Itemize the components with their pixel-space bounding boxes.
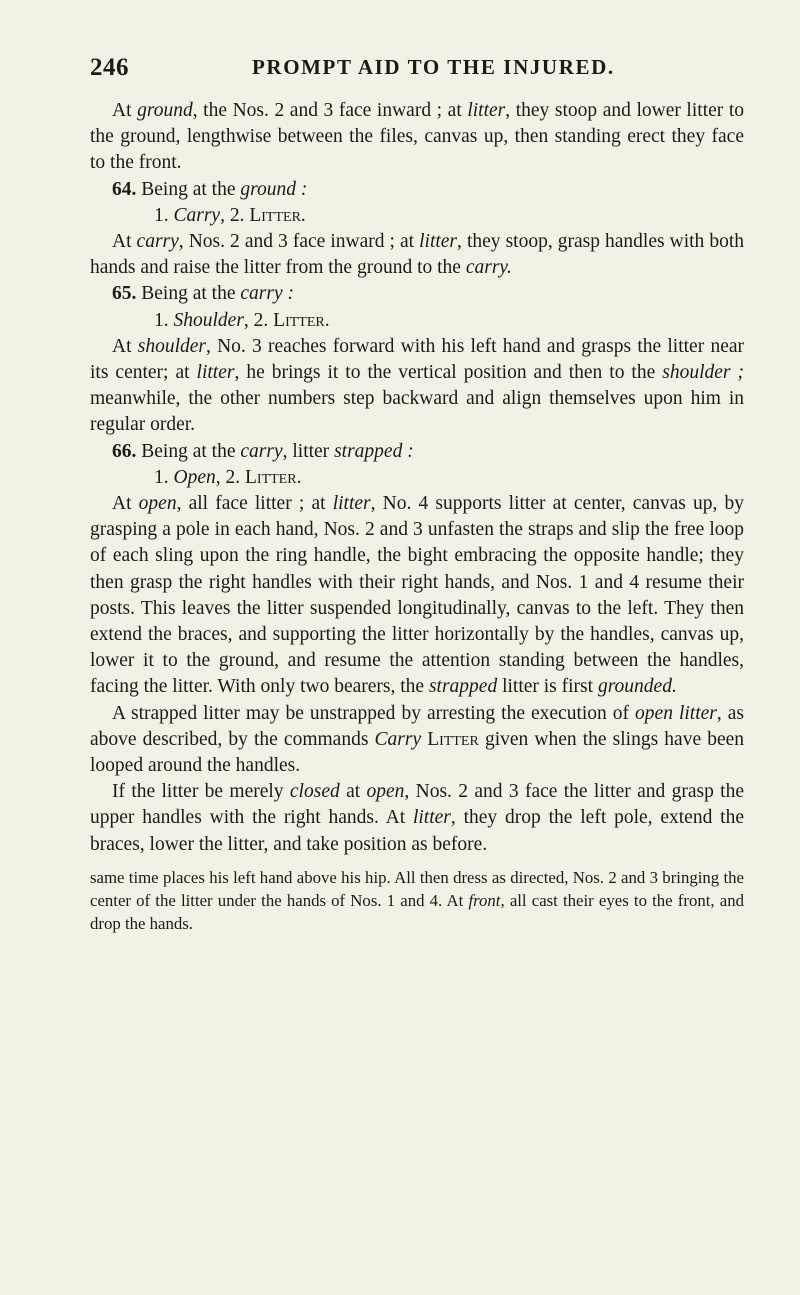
- paragraph-unstrapped: A strapped litter may be unstrapped by arresting the execution of open litter, as above described, by the commands Carry Litter given when the slings have been looped around the handles.: [90, 702, 745, 777]
- command-66: 1. Open, 2. Litter.: [154, 466, 302, 488]
- section-64-heading: 64. Being at the ground :: [112, 178, 308, 200]
- page-number: 246: [90, 54, 129, 81]
- paragraph-64: At carry, Nos. 2 and 3 face inward ; at litter, they stoop, grasp handles with both hands and raise the litter from the ground to the carry.: [90, 231, 745, 279]
- command-64: 1. Carry, 2. Litter.: [154, 204, 306, 226]
- paragraph-small-print: same time places his left hand above his hip. All then dress as directed, Nos. 2 and 3 bringing the center of the litter under the hands of Nos. 1 and 4. At front, all cast their eyes to the front, and drop the hands.: [90, 867, 744, 933]
- paragraph-66: At open, all face litter ; at litter, No. 4 supports litter at center, canvas up, by grasping a pole in each hand, Nos. 2 and 3 unfasten the straps and slip the free loop of each sling upon the ring handle, the bight embracing the opposite handle; they then grasp the right handles with their right hands, and Nos. 1 and 4 resume their posts. This leaves the litter suspended longitudinally, canvas to the left. They then extend the braces, and supporting the litter horizontally by the handles, canvas up, lower it to the ground, and resume the attention standing between the handles, facing the litter. With only two bearers, the strapped litter is first grounded.: [90, 493, 745, 698]
- section-65-heading: 65. Being at the carry :: [112, 283, 294, 305]
- paragraph-ground-litter: At ground, the Nos. 2 and 3 face inward ; at litter, they stoop and lower litter to the ground, lengthwise between the files, canvas up, then standing erect they face to the front.: [90, 100, 745, 174]
- section-66-heading: 66. Being at the carry, litter strapped :: [112, 440, 414, 462]
- paragraph-closed: If the litter be merely closed at open, Nos. 2 and 3 face the litter and grasp the upper handles with the right hands. At litter, they drop the left pole, extend the braces, lower the litter, and take position as before.: [90, 781, 744, 855]
- page-header: [90, 54, 740, 88]
- paragraph-65: At shoulder, No. 3 reaches forward with his left hand and grasps the litter near its center; at litter, he brings it to the vertical position and then to the shoulder ; meanwhile, the other numbers step backward and align themselves upon him in regular order.: [90, 335, 744, 436]
- command-65: 1. Shoulder, 2. Litter.: [154, 309, 330, 331]
- running-title: PROMPT AID TO THE INJURED.: [252, 55, 615, 79]
- body-text: [90, 98, 744, 935]
